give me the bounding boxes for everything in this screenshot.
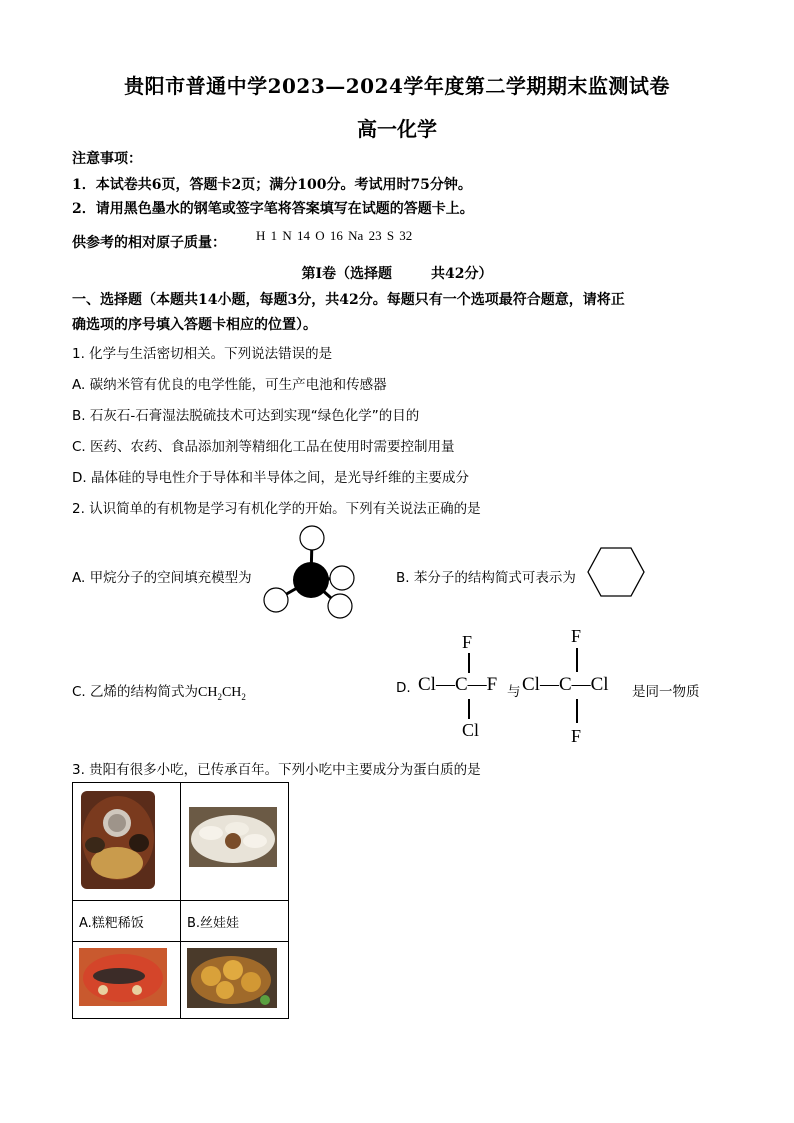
notes-heading: 注意事项： [72,151,142,167]
molecule-1-top-bond [468,653,470,673]
q2-option-d-suffix: 是同一物质 [632,684,700,700]
ethylene-formula [198,685,246,700]
benzene-hexagon-icon [586,546,646,600]
molecule-1-bottom-cl: Cl [462,720,480,740]
molecule-2-top-bond [576,648,578,672]
q1-option-d: D. 晶体硅的导电性介于导体和半导体之间，是光导纤维的主要成分 [72,470,469,486]
fried-snack-image [181,942,282,1014]
gaoba-porridge-image [73,783,174,896]
section-instruction-line2: 确选项的序号填入答题卡相应的位置）。 [72,317,317,333]
food-image-cell-a [73,783,181,901]
siwawa-image [181,783,282,896]
q2-option-d-join: 与 [507,684,521,700]
q3-options-table [72,782,289,1019]
formula-sub-1: 2 [217,691,222,702]
molecule-1-center: Cl—C—F [418,674,498,695]
molecule-1-top-f: F [462,632,473,652]
q3-option-a: A.糕粑稀饭 [73,901,181,942]
formula-part-2: CH [221,685,242,700]
q1-option-b: B. 石灰石-石膏湿法脱硫技术可达到实现“绿色化学”的目的 [72,408,420,424]
notes-item-1: 1．本试卷共6页，答题卡2页；满分100分。考试用时75分钟。 [72,177,472,193]
q2-option-d-prefix: D. [396,680,411,696]
molecule-2-center: Cl—C—Cl [522,674,609,695]
formula-part-1: CH [198,685,218,700]
molecule-2-top-f: F [571,626,582,646]
q1-option-c: C. 医药、农药、食品添加剂等精细化工品在使用时需要控制用量 [72,439,455,455]
notes-item-2: 2．请用黑色墨水的钢笔或签字笔将答案填写在试题的答题卡上。 [72,201,474,217]
methane-model-icon [258,524,362,620]
molecule-2-bottom-f: F [571,726,582,746]
q2-stem: 2. 认识简单的有机物是学习有机化学的开始。下列有关说法正确的是 [72,501,481,517]
q2-option-c-prefix: C. 乙烯的结构简式为 [72,684,199,700]
q2-option-c [72,680,246,702]
food-image-cell-c [73,942,181,1019]
q3-stem: 3. 贵阳有很多小吃，已传承百年。下列小吃中主要成分为蛋白质的是 [72,762,481,778]
molecule-1-bottom-bond [468,699,470,719]
molecule-2-bottom-bond [576,699,578,723]
exam-title: 贵阳市普通中学2023—2024学年度第二学期期末监测试卷 [124,74,670,98]
exam-subtitle: 高一化学 [357,117,437,141]
q1-stem: 1. 化学与生活密切相关。下列说法错误的是 [72,346,333,362]
q3-option-b: B.丝娃娃 [181,901,289,942]
formula-sub-2: 2 [241,691,246,702]
food-image-cell-d [181,942,289,1019]
q2-option-b: B. 苯分子的结构简式可表示为 [396,570,576,586]
section-instruction-line1: 一、选择题（本题共14小题，每题3分，共42分。每题只有一个选项最符合题意，请将正 [72,292,625,308]
food-image-cell-b [181,783,289,901]
fish-hotpot-image [73,942,174,1014]
section-heading: 第Ⅰ卷（选择题 共42分） [301,266,493,282]
atomic-mass-values: H 1 N 14 O 16 Na 23 S 32 [256,228,413,243]
q1-option-a: A. 碳纳米管有优良的电学性能，可生产电池和传感器 [72,377,387,393]
atomic-mass-label: 供参考的相对原子质量： [72,235,226,251]
q2-option-a: A. 甲烷分子的空间填充模型为 [72,570,252,586]
